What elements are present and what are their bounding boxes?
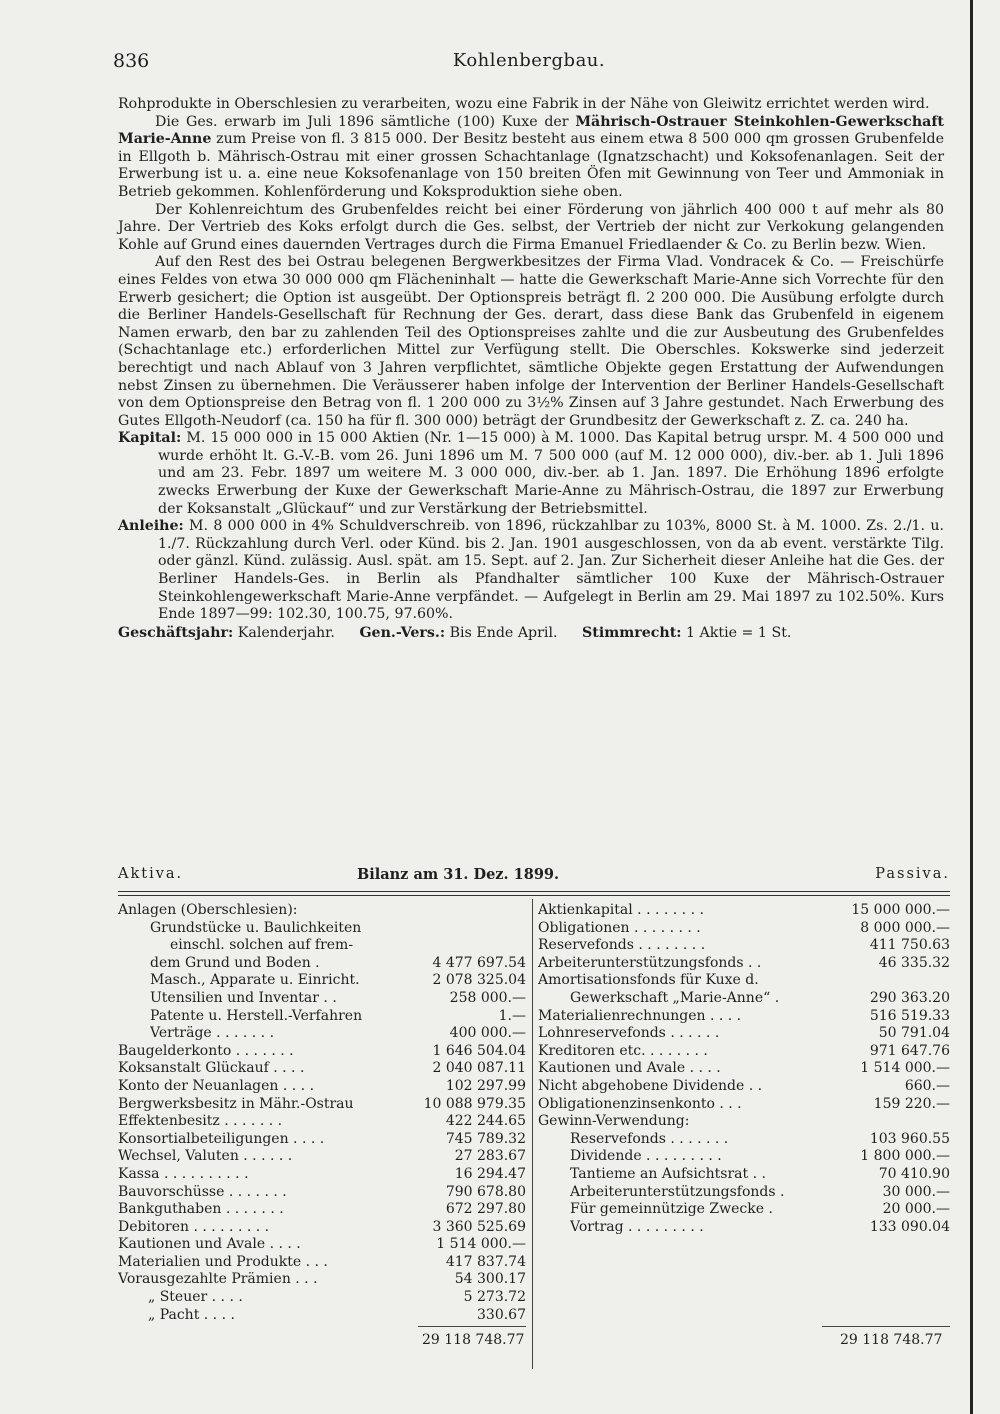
aktiva-row-amount: 3 360 525.69 — [432, 1218, 526, 1235]
aktiva-row-amount: 745 789.32 — [445, 1130, 526, 1147]
passiva-total-rule — [822, 1326, 950, 1327]
passiva-row-amount: 15 000 000.— — [851, 902, 950, 918]
aktiva-row-amount: 790 678.80 — [445, 1183, 526, 1200]
kapital-label: Kapital: — [118, 430, 182, 447]
paragraph-2-start: Die Ges. erwarb im Juli 1896 sämtliche (100) Kuxe der — [155, 113, 569, 130]
aktiva-row-amount: 422 244.65 — [445, 1113, 526, 1130]
aktiva-row-label: Verträge . . . . . . . — [150, 1025, 275, 1042]
gen-vers-label: Gen.-Vers.: — [359, 624, 446, 641]
passiva-row-label: Kautionen und Avale . . . . — [538, 1060, 721, 1077]
passiva-row-label: Arbeiterunterstützungsfonds . . — [538, 954, 762, 971]
aktiva-row — [118, 902, 526, 920]
passiva-row-amount: 516 519.33 — [869, 1007, 950, 1024]
aktiva-row-label: Bauvorschüsse . . . . . . . — [118, 1183, 287, 1200]
aktiva-row — [118, 1113, 526, 1131]
passiva-row — [538, 990, 950, 1008]
passiva-row-amount: 103 960.55 — [869, 1130, 950, 1147]
aktiva-row-label: Masch., Apparate u. Einricht. — [150, 972, 360, 989]
aktiva-row-label: Konto der Neuanlagen . . . . — [118, 1077, 315, 1094]
passiva-heading: Passiva. — [875, 866, 950, 882]
passiva-row-label: Dividende . . . . . . . . . — [570, 1148, 722, 1165]
aktiva-row-label: Baugelderkonto . . . . . . . — [118, 1042, 294, 1059]
body-text — [118, 96, 944, 642]
aktiva-row-amount: 4 477 697.54 — [432, 954, 526, 971]
anleihe-text: M. 8 000 000 in 4% Schuldverschreib. von 1896, rückzahlbar zu 103%, 8000 St. à M. 1000. Zs. 2./1. u. 1./7. Rückzahlung durch Verl. oder Künd. bis 2. Jan. 1901 ausgeschlossen, von da ab event. verstärkte Tilg. oder gänzl. Künd. zulässig. Ausl. spät. am 15. Sept. auf 2. Jan. Zur Sicherheit dieser Anleihe hat die Ges. der Berliner Handels-Ges. in Berlin als Pfandhalter sämtlicher 100 Kuxe der Mährisch-Ostrauer Steinkohlengewerkschaft Marie-Anne verpfändet. — Aufgelegt in Berlin am 29. Mai 1897 zu 102.50%. Kurs Ende 1897—99: 102.30, 100.75, 97.60%. — [158, 518, 944, 623]
aktiva-row-amount: 10 088 979.35 — [423, 1095, 526, 1112]
aktiva-row — [118, 920, 526, 938]
passiva-row-amount: 1 514 000.— — [860, 1060, 950, 1077]
passiva-row — [538, 1008, 950, 1026]
aktiva-row — [118, 955, 526, 973]
passiva-row-amount: 8 000 000.— — [860, 919, 950, 936]
aktiva-row-amount: 54 300.17 — [454, 1271, 526, 1288]
aktiva-row — [118, 1060, 526, 1078]
aktiva-row — [118, 1008, 526, 1026]
aktiva-row-amount: 102 297.99 — [445, 1077, 526, 1094]
aktiva-row-label: Vorausgezahlte Prämien . . . — [118, 1271, 318, 1288]
header-rule-thin — [118, 895, 950, 896]
passiva-list — [538, 902, 950, 1236]
aktiva-row-amount: 1.— — [498, 1007, 526, 1024]
passiva-row — [538, 902, 950, 920]
aktiva-row-amount: 400 000.— — [449, 1025, 526, 1042]
aktiva-row-amount: 2 040 087.11 — [432, 1060, 526, 1077]
aktiva-total-rule — [418, 1326, 526, 1327]
aktiva-row-label: Patente u. Herstell.-Verfahren — [150, 1007, 363, 1024]
passiva-row-label: Amortisationsfonds für Kuxe d. — [538, 972, 759, 989]
passiva-row — [538, 1201, 950, 1219]
aktiva-row-amount: 1 646 504.04 — [432, 1042, 526, 1059]
aktiva-row — [118, 1148, 526, 1166]
aktiva-row-label: einschl. solchen auf frem- — [170, 937, 354, 954]
aktiva-row-amount: 27 283.67 — [454, 1148, 526, 1165]
passiva-row-amount: 20 000.— — [882, 1201, 950, 1218]
passiva-row-amount: 50 791.04 — [878, 1025, 950, 1042]
aktiva-row-amount: 5 273.72 — [463, 1289, 526, 1306]
aktiva-row-label: Bergwerksbesitz in Mähr.-Ostrau — [118, 1095, 354, 1112]
passiva-row-label: Für gemeinnützige Zwecke . — [570, 1201, 773, 1218]
aktiva-row-amount: 258 000.— — [449, 989, 526, 1006]
aktiva-row — [118, 1236, 526, 1254]
aktiva-row — [118, 1289, 526, 1307]
aktiva-row-label: Koksanstalt Glückauf . . . . — [118, 1060, 305, 1077]
passiva-row — [538, 920, 950, 938]
aktiva-row-amount: 417 837.74 — [445, 1253, 526, 1270]
passiva-row-amount: 971 647.76 — [869, 1042, 950, 1059]
aktiva-list — [118, 902, 526, 1324]
passiva-row — [538, 1043, 950, 1061]
aktiva-row-amount: 330.67 — [477, 1306, 526, 1323]
passiva-row-amount: 70 410.90 — [878, 1165, 950, 1182]
aktiva-row-amount: 2 078 325.04 — [432, 972, 526, 989]
passiva-row-label: Materialienrechnungen . . . . — [538, 1007, 742, 1024]
aktiva-row-amount: 1 514 000.— — [436, 1236, 526, 1253]
aktiva-row — [118, 1254, 526, 1272]
aktiva-row — [118, 1307, 526, 1325]
balance-sheet — [118, 866, 950, 1348]
aktiva-row-amount: 16 294.47 — [454, 1165, 526, 1182]
aktiva-row-label: Effektenbesitz . . . . . . . — [118, 1113, 283, 1130]
aktiva-row-label: Debitoren . . . . . . . . . — [118, 1218, 270, 1235]
gen-vers-text: Bis Ende April. — [449, 624, 558, 641]
passiva-row — [538, 1113, 950, 1131]
passiva-row-label: Nicht abgehobene Dividende . . — [538, 1077, 763, 1094]
aktiva-row — [118, 972, 526, 990]
company-name-bold: Mährisch-Ostrauer Steinkohlen-Gewerkschaft Marie-Anne — [118, 113, 944, 148]
aktiva-row — [118, 1096, 526, 1114]
passiva-row-label: Gewinn-Verwendung: — [538, 1113, 690, 1130]
running-title: Kohlenbergbau. — [452, 50, 606, 71]
passiva-row — [538, 1131, 950, 1149]
passiva-row-label: Obligationen . . . . . . . . — [538, 919, 701, 936]
passiva-row-amount: 290 363.20 — [869, 989, 950, 1006]
aktiva-row-label: „ Pacht . . . . — [148, 1306, 235, 1323]
passiva-row-amount: 660.— — [904, 1077, 950, 1094]
aktiva-row — [118, 1184, 526, 1202]
passiva-row — [538, 1096, 950, 1114]
passiva-row — [538, 1219, 950, 1237]
balance-sheet-header — [118, 866, 950, 888]
passiva-row-amount: 133 090.04 — [869, 1218, 950, 1235]
paragraph-3: Der Kohlenreichtum des Grubenfeldes reicht bei einer Förderung von jährlich 400 000 t auf mehr als 80 Jahre. Der Vertrieb des Koks erfolgt durch die Ges. selbst, der Vertrieb der nicht zur Verkokung gelangenden Kohle auf Grund eines dauernden Vertrages durch die Firma Emanuel Friedlaender & Co. zu Berlin bezw. Wien. — [118, 201, 944, 253]
passiva-total: 29 118 748.77 — [840, 1332, 943, 1348]
page-edge-line — [970, 0, 973, 1414]
passiva-row — [538, 1184, 950, 1202]
geschaeftsjahr-text: Kalenderjahr. — [237, 624, 335, 641]
passiva-row-label: Kreditoren etc. . . . . . . . — [538, 1042, 708, 1059]
passiva-row-label: Reservefonds . . . . . . . — [570, 1130, 729, 1147]
passiva-row-label: Vortrag . . . . . . . . . — [570, 1218, 704, 1235]
paragraph-4: Auf den Rest des bei Ostrau belegenen Bergwerkbesitzes der Firma Vlad. Vondracek & Co. — Freischürfe eines Feldes von etwa 30 000 000 qm Flächeninhalt — hatte die Gewerkschaft Marie-Anne sich Vorrechte für den Erwerb gesichert; die Option ist ausgeübt. Der Optionspreis beträgt fl. 2 200 000. Die Ausübung erfolgte durch die Berliner Handels-Gesellschaft für Rechnung der Ges. derart, dass diese Bank das Grubenfeld in eigenem Namen erwarb, den bar zu zahlenden Teil des Optionspreises zahlte und die zur Ausbeutung des Grubenfeldes (Schachtanlage etc.) erforderlichen Mittel zur Verfügung stellt. Die Oberschles. Kokswerke sind jederzeit berechtigt und nach Ablauf von 3 Jahren verpflichtet, sämtliche Objekte gegen Erstattung der Aufwendungen nebst Zinsen zu übernehmen. Die Veräusserer haben infolge der Intervention der Berliner Handels-Gesellschaft von dem Optionspreise den Betrag von fl. 1 200 000 zu 3½% Zinsen auf 3 Jahre gestundet. Nach Erwerbung des Gutes Ellgoth-Neudorf (ca. 150 ha für fl. 300 000) beträgt der Grundbesitz der Gewerkschaft z. Z. ca. 240 ha. — [118, 254, 944, 429]
passiva-row — [538, 972, 950, 990]
passiva-row-label: Lohnreservefonds . . . . . . — [538, 1025, 720, 1042]
aktiva-row — [118, 937, 526, 955]
aktiva-row — [118, 1166, 526, 1184]
paragraph-2-rest: zum Preise von fl. 3 815 000. Der Besitz besteht aus einem etwa 8 500 000 qm grossen Grubenfelde in Ellgoth b. Mährisch-Ostrau mit einer grossen Schachtanlage (Ignatzschacht) und Koksofenanlagen. Seit der Erwerbung ist u. a. eine neue Koksofenanlage von 150 breiten Öfen mit Gewinnung von Teer und Ammoniak in Betrieb gekommen. Kohlenförderung und Koksproduktion siehe oben. — [118, 131, 944, 200]
anleihe-label: Anleihe: — [118, 518, 184, 535]
anleihe-section — [118, 518, 944, 624]
passiva-row — [538, 937, 950, 955]
aktiva-row-label: „ Steuer . . . . — [148, 1289, 243, 1306]
passiva-row-label: Aktienkapital . . . . . . . . — [538, 902, 704, 918]
passiva-row-label: Arbeiterunterstützungsfonds . — [570, 1183, 785, 1200]
aktiva-row — [118, 1025, 526, 1043]
kapital-text: M. 15 000 000 in 15 000 Aktien (Nr. 1—15 000) à M. 1000. Das Kapital betrug urspr. M. 4 500 000 und wurde erhöht lt. G.-V.-B. vom 26. Juni 1896 um M. 7 500 000 (auf M. 12 000 000), div.-ber. ab 1. Juli 1896 und am 23. Febr. 1897 um weitere M. 3 000 000, div.-ber. ab 1. Jan. 1897. Die Erhöhung 1896 erfolgte zwecks Erwerbung der Kuxe der Gewerkschaft Marie-Anne zu Mährisch-Ostrau, die 1897 zur Erwerbung der Koksanstalt „Glückauf“ und zur Verstärkung der Betriebsmittel. — [158, 430, 944, 517]
passiva-row — [538, 1078, 950, 1096]
passiva-row-amount: 30 000.— — [882, 1183, 950, 1200]
aktiva-row-label: Grundstücke u. Baulichkeiten — [150, 919, 362, 936]
page-number: 836 — [113, 50, 150, 72]
passiva-row — [538, 1148, 950, 1166]
aktiva-row-label: Utensilien und Inventar . . — [150, 989, 337, 1006]
passiva-row — [538, 1025, 950, 1043]
aktiva-row — [118, 1271, 526, 1289]
passiva-row — [538, 955, 950, 973]
stimmrecht-text: 1 Aktie = 1 St. — [686, 624, 792, 641]
aktiva-row-amount: 672 297.80 — [445, 1201, 526, 1218]
aktiva-row — [118, 990, 526, 1008]
aktiva-row — [118, 1201, 526, 1219]
passiva-row-label: Obligationenzinsenkonto . . . — [538, 1095, 742, 1112]
geschaeftsjahr-label: Geschäftsjahr: — [118, 624, 234, 641]
passiva-row-amount: 1 800 000.— — [860, 1148, 950, 1165]
passiva-row — [538, 1166, 950, 1184]
aktiva-row-label: dem Grund und Boden . — [150, 954, 320, 971]
aktiva-row-label: Anlagen (Oberschlesien): — [118, 902, 298, 918]
passiva-row-label: Gewerkschaft „Marie-Anne“ . — [570, 989, 780, 1006]
page-header — [113, 50, 945, 78]
paragraph-1: Rohprodukte in Oberschlesien zu verarbeiten, wozu eine Fabrik in der Nähe von Gleiwitz errichtet werden wird. — [118, 96, 930, 112]
kapital-section — [118, 430, 944, 518]
aktiva-row-label: Konsortialbeteiligungen . . . . — [118, 1130, 325, 1147]
balance-sheet-title: Bilanz am 31. Dez. 1899. — [356, 866, 560, 883]
aktiva-row — [118, 1131, 526, 1149]
passiva-row-label: Reservefonds . . . . . . . . — [538, 937, 706, 954]
passiva-row-amount: 46 335.32 — [878, 954, 950, 971]
aktiva-row-label: Kassa . . . . . . . . . . — [118, 1165, 249, 1182]
passiva-row — [538, 1060, 950, 1078]
header-rule — [118, 891, 950, 892]
paragraph-2 — [118, 114, 944, 202]
aktiva-heading: Aktiva. — [118, 866, 184, 882]
aktiva-row-label: Kautionen und Avale . . . . — [118, 1236, 301, 1253]
stimmrecht-label: Stimmrecht: — [582, 624, 682, 641]
passiva-row-label: Tantieme an Aufsichtsrat . . — [570, 1165, 766, 1182]
passiva-row-amount: 411 750.63 — [869, 937, 950, 954]
aktiva-row — [118, 1078, 526, 1096]
aktiva-row — [118, 1219, 526, 1237]
column-separator — [532, 899, 533, 1369]
aktiva-total: 29 118 748.77 — [422, 1332, 525, 1348]
aktiva-row-label: Bankguthaben . . . . . . . — [118, 1201, 284, 1218]
passiva-row-amount: 159 220.— — [873, 1095, 950, 1112]
meta-line — [118, 624, 944, 642]
aktiva-row-label: Wechsel, Valuten . . . . . . — [118, 1148, 293, 1165]
aktiva-row-label: Materialien und Produkte . . . — [118, 1253, 328, 1270]
aktiva-row — [118, 1043, 526, 1061]
